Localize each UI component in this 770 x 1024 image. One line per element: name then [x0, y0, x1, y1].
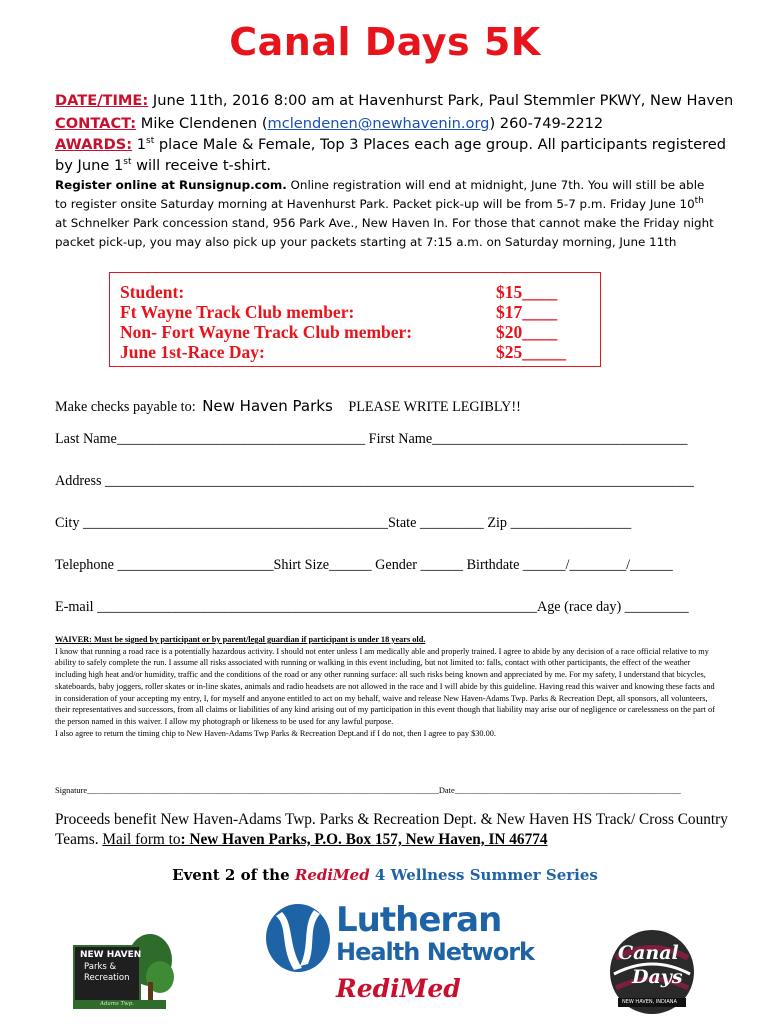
- fee-amount: $17____: [496, 302, 558, 322]
- registration-paragraph: [55, 176, 715, 252]
- logo-lhn-line3: RediMed: [336, 974, 461, 1003]
- waiver-block: [55, 634, 717, 739]
- fee-label: June 1st-Race Day:: [120, 342, 265, 362]
- lutheran-swoosh-icon: [264, 902, 332, 974]
- mail-address: : New Haven Parks, P.O. Box 157, New Haven, IN 46774: [180, 831, 548, 848]
- awards-line-2: [55, 155, 271, 176]
- logo-canal-line1: Canal: [618, 942, 679, 964]
- awards-line: [55, 134, 726, 155]
- awards-line2-rest: will receive t-shirt.: [131, 157, 272, 174]
- awards-line2-text: by June 1: [55, 157, 124, 174]
- event-series-line: [0, 866, 770, 884]
- logo-lhn-line2: Health Network: [336, 938, 534, 966]
- fee-row-ftw-member: [120, 302, 590, 322]
- lutheran-health-network-logo: [262, 898, 534, 1008]
- proceeds-text: Proceeds benefit New Haven-Adams Twp. Parks & Recreation Dept. & New Haven HS Track/ Cross Country Teams.: [55, 811, 728, 848]
- fee-amount: $20____: [496, 322, 558, 342]
- registration-lead: Register online at Runsignup.com.: [55, 178, 287, 192]
- contact-line: [55, 113, 603, 134]
- logo-canal-tag: NEW HAVEN, INDIANA: [622, 999, 677, 1005]
- payable-label: Make checks payable to:: [55, 399, 196, 415]
- logo-nh-line2: Parks &: [84, 962, 117, 972]
- fee-box: [109, 272, 601, 367]
- waiver-heading: WAIVER: Must be signed by participant or by parent/legal guardian if participant is under 18 years old.: [55, 635, 426, 644]
- new-haven-parks-logo: [70, 932, 175, 1014]
- waiver-body: I know that running a road race is a potentially hazardous activity. I should not enter unless I am medically able and properly trained. I agree to abide by any decision of a race official relative to my ability to safely complete the run. I assume all risks associated with running or walking in this event including, but not limited to: falls, contact with other participants, the effect of the weather including high heat and/or humidity, traffic and the conditions of the road or any other running surface: all such risks being known and appreciated by me. For my safety, I understand that bicycles, skateboards, baby joggers, roller skates or in-line skates, animals and radio headsets are not allowed in the race and I will abide by this guideline. Having read this waiver and knowing these facts and in consideration of your accepting my entry, I, for myself and anyone entitled to act on my behalf, waive and release New Haven-Adams Twp. Parks & Recreation Dept, all sponsors, all volunteers, their representatives and successors, from all claims or liabilities of any kind arising out of my participation in this event though that liability may arise our of negligence or carelessness on the part of the person named in this waiver. I allow my photograph or likeness to be used for any lawful purpose.: [55, 646, 715, 726]
- canal-days-logo: [608, 928, 696, 1016]
- fee-row-race-day: [120, 342, 590, 362]
- registration-text-b: at Schnelker Park concession stand, 956 Park Ave., New Haven In. For those that cannot make the Friday night packet pick-up, you may also pick up your packets starting at 7:15 a.m. on Saturday morning, June 11th: [55, 216, 714, 249]
- fee-row-non-member: [120, 322, 590, 342]
- logo-lhn-line1: Lutheran: [336, 900, 502, 940]
- event-pre: Event 2 of the: [172, 866, 295, 884]
- awards-sup: st: [146, 136, 155, 147]
- registration-sup: th: [694, 196, 704, 207]
- name-field-line[interactable]: Last Name___________________________________ First Name____________________________________: [55, 431, 688, 447]
- contact-name: Mike Clendenen (: [136, 115, 268, 132]
- payable-payee: New Haven Parks: [202, 397, 333, 415]
- registration-text-a: Online registration will end at midnight, June 7th. You will still be able to register onsite Saturday morning at Havenhurst Park. Packet pick-up will be from 5-7 p.m. Friday June 10: [55, 178, 705, 211]
- contact-label: CONTACT:: [55, 115, 137, 132]
- awards-line2-sup: st: [123, 157, 132, 168]
- email-age-field-line[interactable]: E-mail ______________________________________________________________Age (race day) _________: [55, 599, 689, 615]
- fee-amount: $15____: [496, 282, 558, 302]
- mail-label: Mail form to: [102, 831, 181, 848]
- city-state-zip-field-line[interactable]: City ___________________________________________State _________ Zip _________________: [55, 515, 632, 531]
- signature-date-line[interactable]: Signature____________________________________________________________________________________Date______________________________________________________: [55, 786, 681, 795]
- fee-label: Student:: [120, 282, 185, 302]
- fee-label: Ft Wayne Track Club member:: [120, 302, 355, 322]
- payable-line: [55, 397, 521, 416]
- payable-note: PLEASE WRITE LEGIBLY!!: [348, 399, 521, 415]
- logo-nh-tag: Adams Twp.: [100, 1001, 135, 1007]
- contact-phone: ) 260-749-2212: [489, 115, 604, 132]
- contact-email-link[interactable]: mclendenen@newhavenin.org: [267, 115, 490, 132]
- page-title: Canal Days 5K: [229, 20, 541, 64]
- date-time-label: DATE/TIME:: [55, 92, 149, 109]
- logo-canal-line2: Days: [632, 966, 683, 988]
- date-time-line: [55, 90, 733, 111]
- logo-nh-line1: NEW HAVEN: [80, 950, 142, 960]
- phone-shirt-gender-birthdate-line[interactable]: Telephone ______________________Shirt Size______ Gender ______ Birthdate ______/________/______: [55, 557, 673, 573]
- fee-amount: $25_____: [496, 342, 566, 362]
- awards-label: AWARDS:: [55, 136, 133, 153]
- event-post: 4 Wellness Summer Series: [369, 866, 598, 884]
- address-field-line[interactable]: Address ___________________________________________________________________________________: [55, 473, 694, 489]
- fee-label: Non- Fort Wayne Track Club member:: [120, 322, 413, 342]
- event-brand: RediMed: [294, 866, 370, 884]
- date-time-value: June 11th, 2016 8:00 am at Havenhurst Park, Paul Stemmler PKWY, New Haven: [148, 92, 734, 109]
- awards-text: 1: [132, 136, 147, 153]
- proceeds-paragraph: [55, 810, 735, 850]
- logo-nh-line3: Recreation: [84, 973, 130, 983]
- fee-row-student: [120, 282, 590, 302]
- awards-text-rest: place Male & Female, Top 3 Places each age group. All participants registered: [154, 136, 727, 153]
- waiver-chip-clause: I also agree to return the timing chip to New Haven-Adams Twp Parks & Recreation Dept.and if I do not, then I agree to pay $30.00.: [55, 728, 496, 738]
